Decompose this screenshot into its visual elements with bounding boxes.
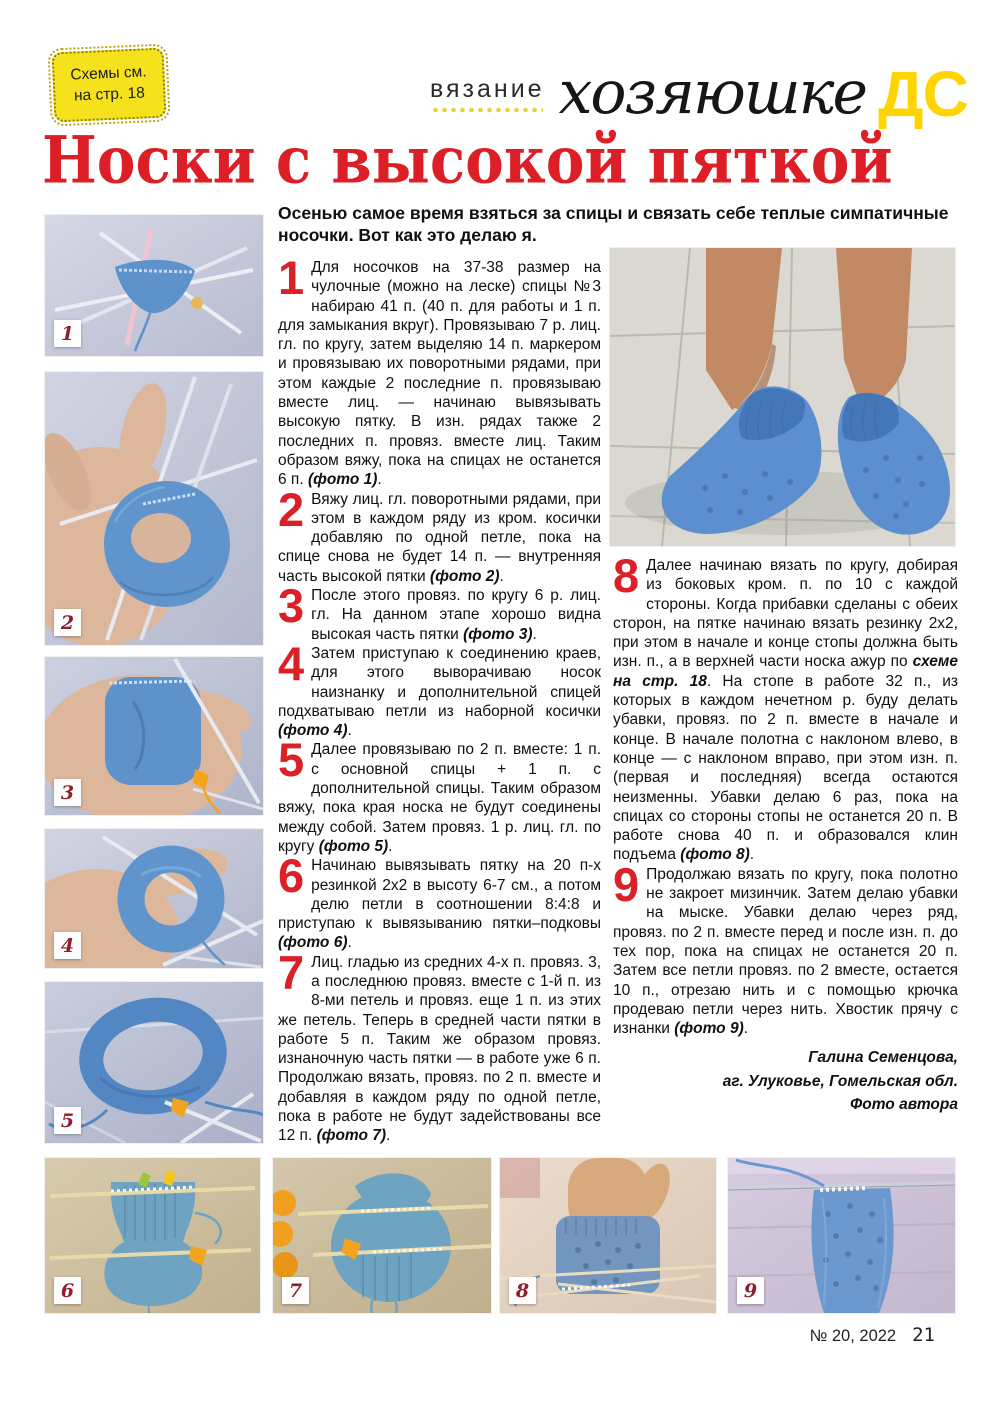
step-number: 3 (278, 579, 305, 633)
step-text: Вяжу лиц. гл. поворотными рядами, при этом в каждом ряду из кром. косички добавляю по одной петле, пока на спице снова не будет 14 п. — внутренняя часть высокой пятки (278, 490, 601, 585)
step-6-paragraph (278, 849, 601, 952)
step-number: 2 (278, 482, 305, 536)
finished-socks-illustration (610, 248, 955, 546)
step-text: . (386, 1127, 391, 1145)
photo-number-badge: 8 (509, 1277, 536, 1304)
masthead-section-wrap (430, 75, 545, 114)
magazine-logo-suffix: ДС (878, 57, 968, 130)
step-text: . (347, 934, 352, 952)
photo-number-badge: 3 (54, 779, 81, 806)
bold-reference: (фото 5) (318, 837, 389, 855)
bold-reference: (фото 2) (430, 567, 500, 585)
step-text: Далее начинаю вязать по кругу, добирая из боковых кром. п. по 10 с каждой стороны. Когда прибавки сделаны с обеих сторон, на пятке начинаю вязать резинку 2х2, при этом в начале и конце стопы должна быть изн. п., а в верхней части носка ажур по (613, 557, 958, 671)
schemes-ref-badge (52, 48, 167, 123)
step-2-paragraph (278, 482, 601, 586)
photo-number-badge: 2 (54, 609, 81, 636)
article-title: Носки с высокой пяткой (42, 122, 893, 199)
bold-reference: (фото 9) (674, 1020, 744, 1038)
step-text: . (347, 722, 352, 740)
bold-reference: (фото 3) (463, 625, 533, 643)
photo-number-badge: 9 (737, 1277, 764, 1304)
step-number: 7 (278, 945, 305, 999)
step-text: . (743, 1020, 749, 1038)
author-credits (613, 1046, 958, 1116)
photo-number-badge: 5 (54, 1107, 81, 1134)
step-number: 9 (613, 857, 640, 911)
step-number: 6 (278, 849, 305, 903)
author-name: Галина Семенцова, (808, 1049, 958, 1067)
badge-line2: на стр. 18 (73, 84, 146, 105)
magazine-logo-text: хозяюшке (558, 58, 867, 128)
step-text: После этого провяз. по кругу 6 р. лиц. гл. На данном этапе хорошо видна высокая часть пятки (311, 587, 601, 643)
photo-step-1 (45, 215, 263, 356)
bold-reference: (фото 7) (316, 1127, 387, 1145)
bold-reference: (фото 4) (278, 722, 348, 740)
steps-column-right (613, 549, 959, 1116)
photo-number-badge: 1 (54, 320, 81, 347)
step-text: Для носочков на 37-38 размер на чулочные (можно на леске) спицы №3 набираю 41 п. (40 п. для работы и 1 п. для замыкания вкруг). Провязываю 7 р. лиц. гл. по кругу, затем выделяю 14 п. маркером и провязываю их поворотными рядами, при этом каждые 2 последние п. провязываю вместе лиц. — начинаю вывязывать высокую пятку. В изн. рядах также 2 последних п. провяз. вместе лиц. Таким образом вяжу, пока на спицах не останется 6 п. (278, 259, 601, 489)
page-number: 21 (912, 1324, 935, 1346)
masthead-section-label: вязание (430, 75, 545, 103)
bold-reference: (фото 6) (278, 934, 348, 952)
photo-step-8 (500, 1158, 716, 1313)
step-number: 8 (613, 549, 640, 602)
author-location: аг. Улуковье, Гомельская обл. (722, 1072, 958, 1090)
masthead (430, 56, 968, 130)
page-footer (810, 1324, 935, 1346)
zigzag-underline-decoration (431, 106, 543, 114)
badge-line1: Схемы см. (70, 63, 147, 84)
step-text: Начинаю вывязывать пятку на 20 п-х резинкой 2х2 в высоту 6-7 см., а потом делю петли в соотношении 8:4:8 и приступаю к вывязыванию пятки–подковы (278, 857, 601, 933)
step-8-paragraph (613, 549, 959, 865)
issue-number: № 20, 2022 (809, 1327, 897, 1345)
step-text: . (532, 625, 537, 643)
photo-number-badge: 4 (54, 932, 81, 959)
photo-number-badge: 6 (54, 1277, 81, 1304)
step-text: Продолжаю вязать по кругу, пока полотно не закроет мизинчик. Затем делаю убавки на мыске. Убавки делаю через ряд, провяз. по 2 п. вместе перед и после изн. п. до тех пор, пока на спицах не останется 20 п. Затем все петли провяз. по 2 вместе, остается 10 п., отрезаю нить и с помощью крючка продеваю петли через нить. Хвостик прячу с изнанки (613, 865, 958, 1038)
bold-reference: схеме на стр. 18 (613, 653, 958, 690)
steps-column-main (278, 251, 601, 1146)
bold-reference: (фото 8) (680, 846, 750, 864)
photo-step-9 (728, 1158, 955, 1313)
steps-8-9 (613, 549, 959, 1038)
photo-step-3 (45, 657, 263, 815)
photo-credit: Фото автора (850, 1095, 958, 1113)
step-text: . (749, 846, 755, 864)
step-number: 4 (278, 636, 305, 690)
step-9-paragraph (613, 857, 958, 1039)
step-text: . (499, 567, 504, 585)
step-number: 5 (278, 733, 305, 787)
step-7-paragraph (278, 945, 601, 1146)
knitting-photo-illustration (45, 372, 263, 645)
step-text: . (388, 837, 393, 855)
photo-step-2 (45, 372, 263, 645)
bold-reference: (фото 1) (307, 471, 378, 489)
step-1-paragraph (278, 251, 601, 490)
photo-step-6 (45, 1158, 260, 1313)
photo-finished-socks (610, 248, 955, 546)
step-text: . (377, 471, 382, 489)
photo-number-badge: 7 (282, 1277, 309, 1304)
step-text: Затем приступаю к соединению краев, для этого выворачиваю носок наизнанку и дополнительной спицей подхватываю петли из наборной косички (278, 644, 601, 720)
step-3-paragraph (278, 579, 601, 644)
photo-step-4 (45, 829, 263, 968)
step-5-paragraph (278, 733, 601, 856)
step-text: . На стопе в работе 32 п., из которых в каждом нечетном р. буду делать убавки, провяз. по 2 п. вместе в начале и конце. В начале полотна с наклоном влево, в конце — с наклоном вправо, при этом изн. п. (первая и последняя) всегда остаются неизменны. Убавки делаю 6 раз, пока на спицах со стороны стопы не останется 20 п. В работе снова 40 п. и образовался клин подъема (613, 672, 959, 864)
photo-step-7 (273, 1158, 491, 1313)
intro-paragraph: Осенью самое время взяться за спицы и связать себе теплые симпатичные носочки. Вот как это делаю я. (278, 203, 949, 246)
photo-step-5 (45, 982, 263, 1143)
step-4-paragraph (278, 636, 601, 740)
step-number: 1 (278, 251, 305, 304)
step-text: Лиц. гладью из средних 4-х п. провяз. 3, а последнюю провяз. вместе с 1-й п. из 8-ми петель и провяз. еще 1 п. из этих же петель. Теперь в средней части пятки в работе 5 п. Таким же образом провяз. изнаночную часть пятки — в работе уже 6 п. Продолжаю вязать, провяз. по 2 п. вместе и добавляя в каждом ряду по одной петле, пока в работе не будут задействованы все 12 п. (278, 953, 601, 1145)
step-text: Далее провязываю по 2 п. вместе: 1 п. с основной спицы + 1 п. с дополнительной спицы. Таким образом вяжу, пока края носка не будут соединены между собой. Затем провяз. 1 р. лиц. гл. по кругу (278, 741, 601, 855)
